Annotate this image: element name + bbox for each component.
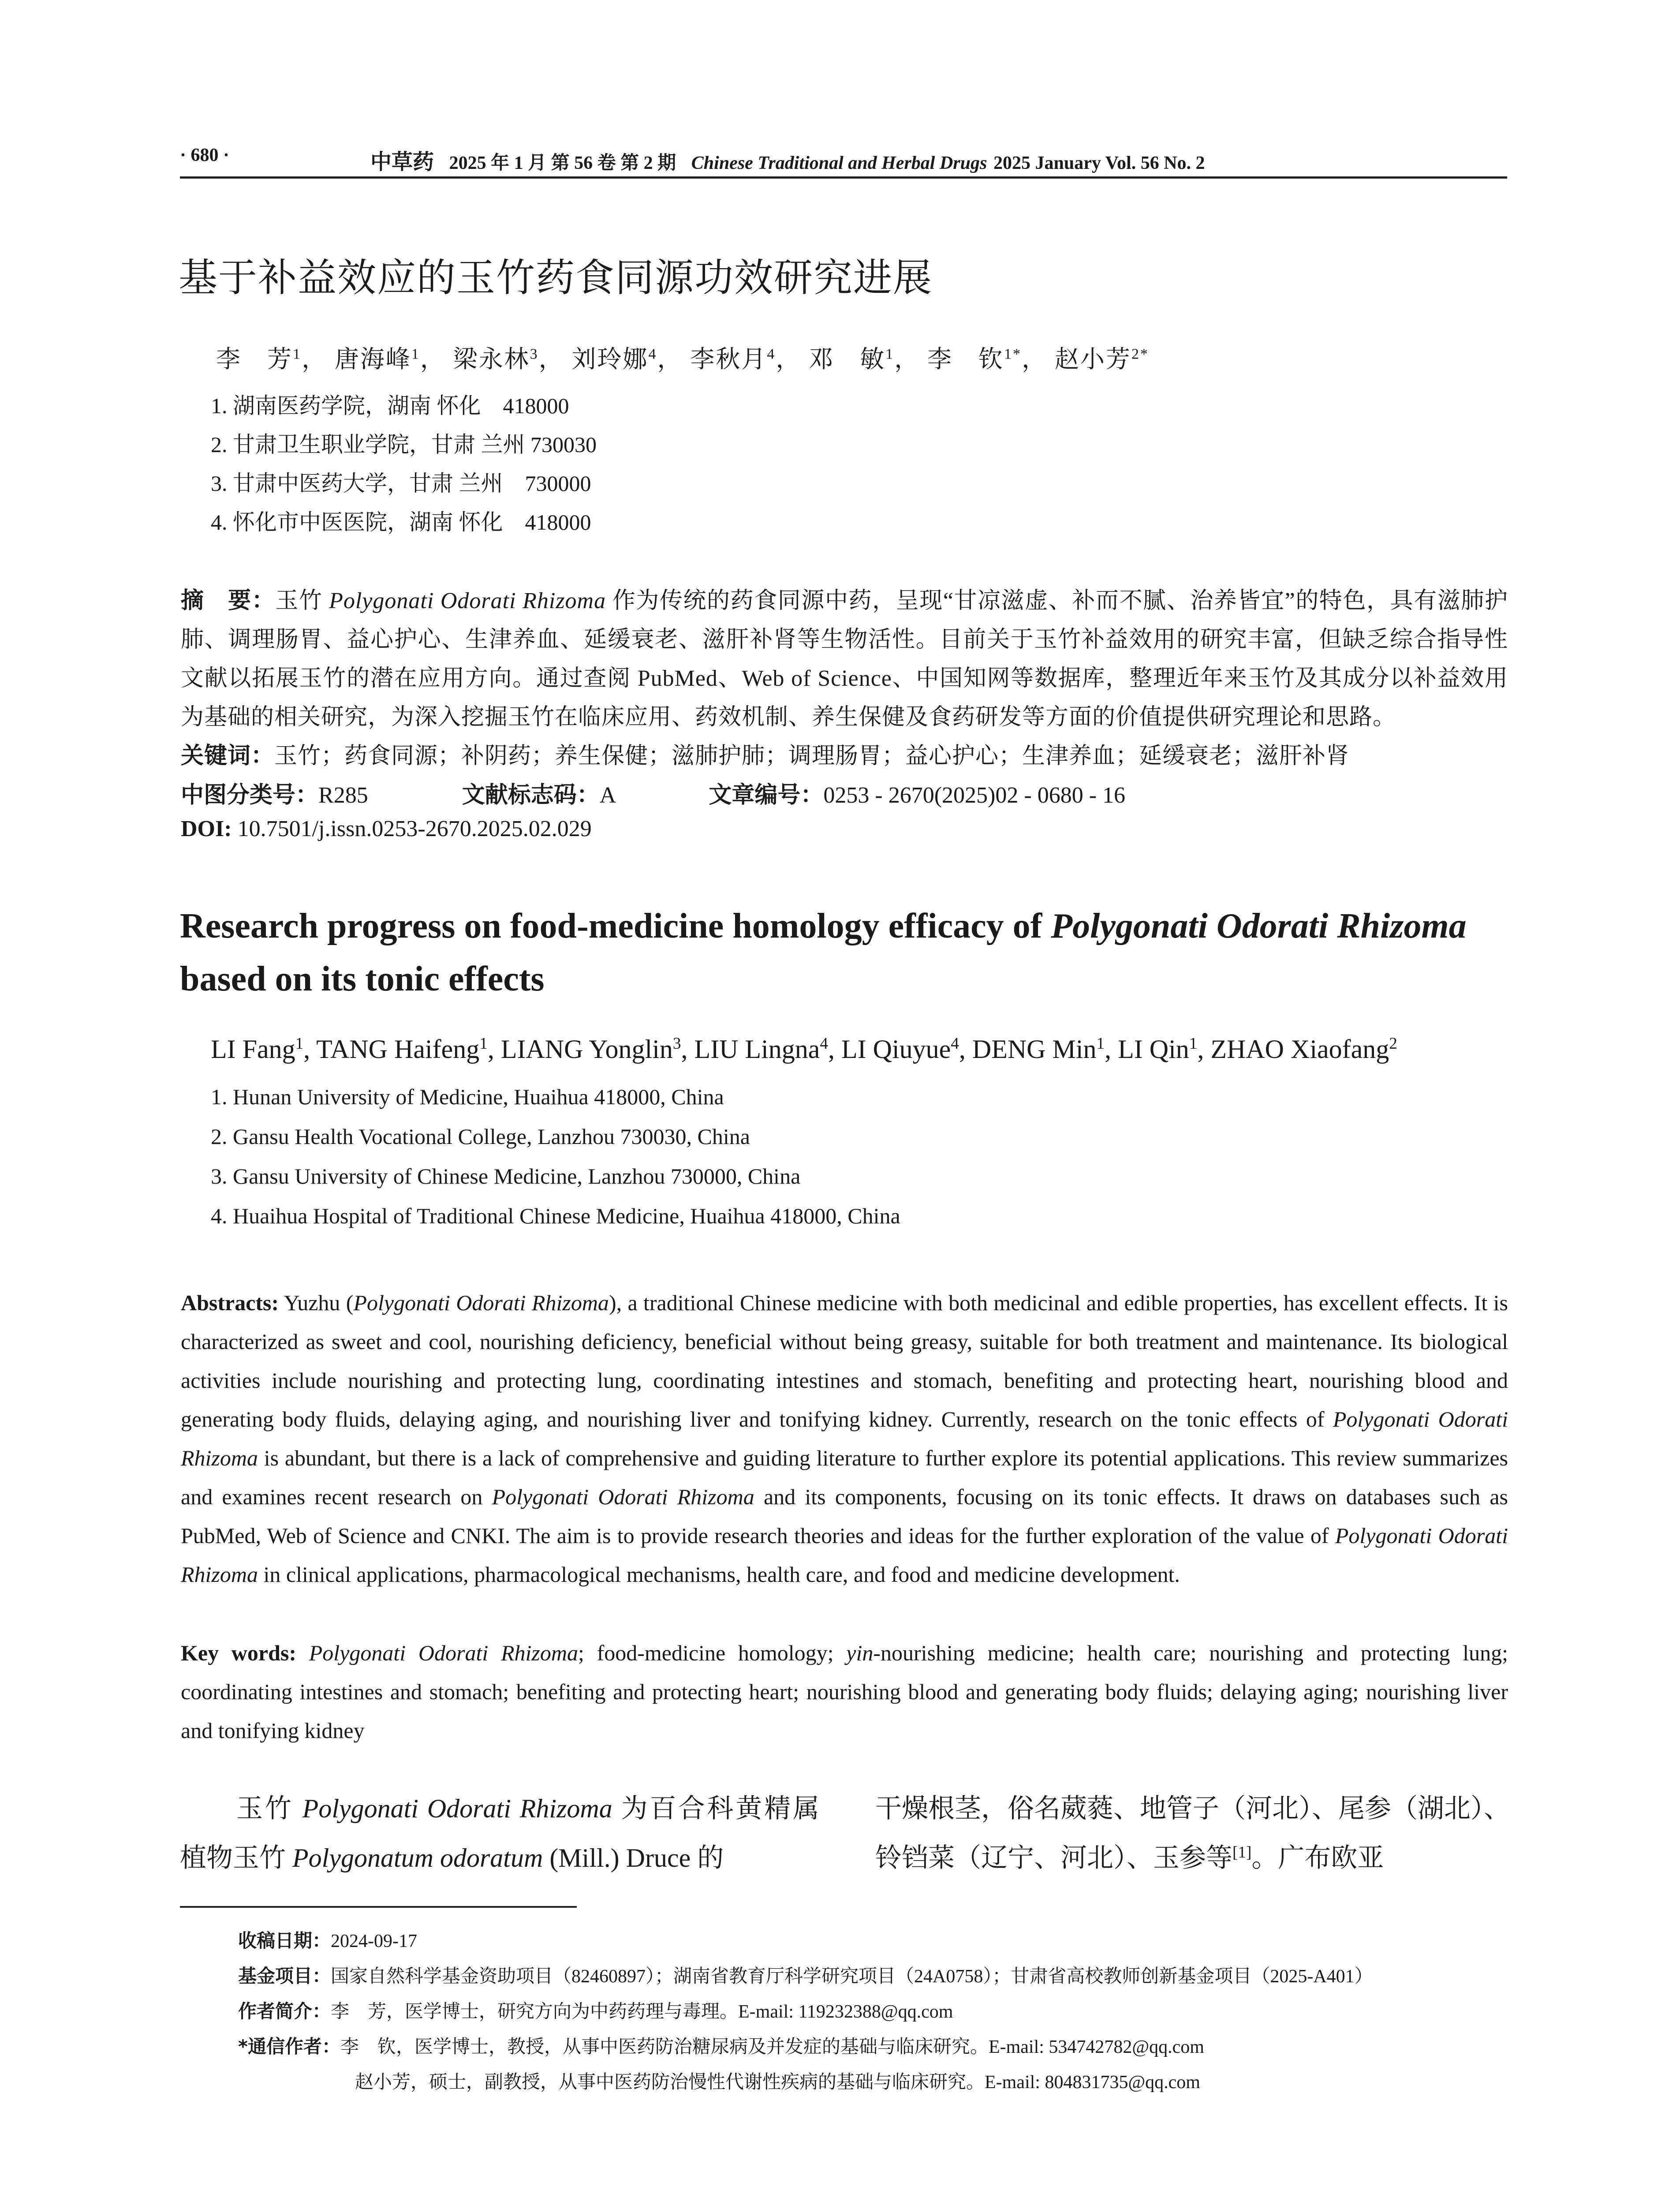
affiliation-cn-2: 2. 甘肃卫生职业学院，甘肃 兰州 730030 (211, 432, 597, 457)
affiliation-cn-3: 3. 甘肃中医药大学，甘肃 兰州 730000 (211, 471, 591, 496)
author-cn: 赵小芳$^{2*}$ (1054, 346, 1149, 373)
authors-cn: 李 芳$^1$， 唐海峰$^1$， 梁永林$^3$， 刘玲娜$^4$， 李秋月$^4$， 邓 敏$^1$， 李 钦$^{1*}$， 赵小芳$^{2*}$ (216, 346, 1149, 373)
body-column-left: 玉竹 Polygonati Odorati Rhizoma 为百合科黄精属植物玉竹 Polygonatum odoratum (Mill.) Druce 的 (180, 1794, 819, 1872)
page-number: · 680 · (180, 145, 230, 165)
title-cn: 基于补益效应的玉竹药食同源功效研究进展 (179, 255, 933, 300)
running-header (370, 145, 1205, 175)
abstract-cn: 摘 要：玉竹 Polygonati Odorati Rhizoma 作为传统的药食同源中药，呈现“甘凉滋虚、补而不腻、治养皆宜”的特色，具有滋肺护肺、调理肠胃、益心护心、生津养血、延缓衰老、滋肝补肾等生物活性。目前关于玉竹补益效用的研究丰富，但缺乏综合指导性文献以拓展玉竹的潜在应用方向。通过查阅 PubMed、Web of Science、中国知网等数据库，整理近年来玉竹及其成分以补益效用为基础的相关研究，为深入挖掘玉竹在临床应用、药效机制、养生保健及食药研发等方面的价值提供研究理论和思路。 (181, 587, 1508, 730)
affiliation-en-3: 3. Gansu University of Chinese Medicine, Lanzhou 730000, China (211, 1164, 801, 1188)
classification-line: 中图分类号：R285 文献标志码：A 文章编号：0253 - 2670(2025)02 - 0680 - 16 (181, 782, 1126, 808)
issue-cn: 2025 年 1 月 第 56 卷 第 2 期 (449, 153, 676, 173)
citation-ref: [1] (1232, 1843, 1252, 1861)
keywords-en-label: Key words: (181, 1641, 297, 1665)
author-cn: 李 芳$^1$ (216, 346, 302, 373)
author-cn: 唐海峰$^1$ (334, 346, 420, 373)
authors-en: LI Fang$^1$, TANG Haifeng$^1$, LIANG Yonglin$^3$, LIU Lingna$^4$, LI Qiuyue$^4$, DENG Min$^1$, LI Qin$^1$, ZHAO Xiaofang$^2$ (211, 1035, 1397, 1064)
footnote-rule (180, 1906, 577, 1908)
keywords-cn: 关键词：玉竹；药食同源；补阴药；养生保健；滋肺护肺；调理肠胃；益心护心；生津养血；延缓衰老；滋肝补肾 (181, 743, 1350, 769)
affiliation-cn-1: 1. 湖南医药学院，湖南 怀化 418000 (211, 393, 569, 418)
author-cn: 李秋月$^4$ (690, 346, 776, 373)
abstract-cn-label: 摘 要： (181, 587, 276, 614)
author-cn: 梁永林$^3$ (453, 346, 539, 373)
affiliation-en-1: 1. Hunan University of Medicine, Huaihua 418000, China (211, 1084, 724, 1109)
doi: DOI: 10.7501/j.issn.0253-2670.2025.02.029 (181, 816, 592, 841)
footnote-author-bio: 作者简介：李 芳，医学博士，研究方向为中药药理与毒理。E-mail: 119232388@qq.com (238, 2000, 953, 2022)
issue-en: 2025 January Vol. 56 No. 2 (993, 153, 1205, 173)
body-column-right: 干燥根茎，俗名葳蕤、地管子（河北）、尾参（湖北）、铃铛菜（辽宁、河北）、玉参等[1]。广布欧亚 (875, 1794, 1510, 1872)
keywords-cn-label: 关键词： (181, 743, 275, 769)
footnote-corresponding-2: 赵小芳，硕士，副教授，从事中医药防治慢性代谢性疾病的基础与临床研究。E-mail: 804831735@qq.com (355, 2072, 1200, 2093)
footnote-received: 收稿日期：2024-09-17 (238, 1930, 417, 1951)
affiliation-cn-4: 4. 怀化市中医医院，湖南 怀化 418000 (211, 510, 591, 534)
footnote-corresponding-1: *通信作者：李 钦，医学博士，教授，从事中医药防治糖尿病及并发症的基础与临床研究。E-mail: 534742782@qq.com (238, 2036, 1204, 2057)
journal-name-en: Chinese Traditional and Herbal Drugs (691, 153, 987, 173)
title-en: Research progress on food-medicine homology efficacy of Polygonati Odorati Rhizoma based on its tonic effects (180, 907, 1467, 998)
header-rule (180, 176, 1507, 179)
affiliation-en-4: 4. Huaihua Hospital of Traditional Chinese Medicine, Huaihua 418000, China (211, 1203, 900, 1228)
footnote-fund: 基金项目：国家自然科学基金资助项目（82460897）；湖南省教育厅科学研究项目（24A0758）；甘肃省高校教师创新基金项目（2025-A401） (238, 1965, 1373, 1987)
author-cn: 邓 敏$^1$ (809, 346, 895, 373)
affiliation-en-2: 2. Gansu Health Vocational College, Lanzhou 730030, China (211, 1124, 750, 1149)
journal-name-cn: 中草药 (370, 149, 434, 174)
author-cn: 李 钦$^{1*}$ (927, 346, 1022, 373)
abstract-en: Abstracts: Yuzhu (Polygonati Odorati Rhizoma), a traditional Chinese medicine with both medicinal and edible properties, has excellent effects. It is characterized as sweet and cool, nourishing deficiency, beneficial without being greasy, suitable for both treatment and maintenance. Its biological activities include nourishing and protecting lung, coordinating intestines and stomach, benefiting and protecting heart, nourishing blood and generating body fluids, delaying aging, and nourishing liver and tonifying kidney. Currently, research on the tonic effects of Polygonati Odorati Rhizoma is abundant, but there is a lack of comprehensive and guiding literature to further explore its potential applications. This review summarizes and examines recent research on Polygonati Odorati Rhizoma and its components, focusing on its tonic effects. It draws on databases such as PubMed, Web of Science and CNKI. The aim is to provide research theories and ideas for the further exploration of the value of Polygonati Odorati Rhizoma in clinical applications, pharmacological mechanisms, health care, and food and medicine development. (181, 1290, 1508, 1587)
keywords-en: Key words: Polygonati Odorati Rhizoma; food-medicine homology; yin-nourishing medicine; health care; nourishing and protecting lung; coordinating intestines and stomach; benefiting and protecting heart; nourishing blood and generating body fluids; delaying aging; nourishing liver and tonifying kidney (181, 1641, 1508, 1743)
abstract-en-label: Abstracts: (181, 1290, 279, 1315)
author-cn: 刘玲娜$^4$ (571, 346, 657, 373)
